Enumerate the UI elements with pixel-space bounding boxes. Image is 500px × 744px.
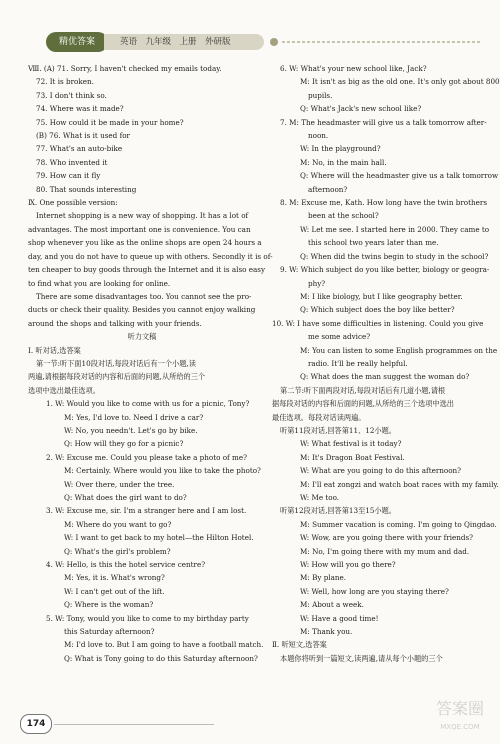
text-line: Ⅱ. 听短文,选答案	[272, 640, 327, 650]
text-line: been at the school?	[308, 211, 379, 221]
text-line: around the shops and talking with your friends.	[28, 318, 202, 328]
text-line: Q: What's Jack's new school like?	[300, 104, 422, 114]
text-line: W: I can't get out of the lift.	[64, 586, 165, 596]
text-line: 6. W: What's your new school like, Jack?	[280, 64, 427, 73]
text-line: M: Summer vacation is coming. I'm going to Qingdao.	[300, 519, 497, 529]
text-line: Q: Which subject does the boy like better?	[300, 305, 455, 315]
watermark-sub: MXQE.COM	[440, 723, 480, 731]
text-line: (B) 76. What is it used for	[36, 131, 130, 141]
text-line: 2. W: Excuse me. Could you please take a photo of me?	[46, 452, 247, 462]
footer-rule	[54, 724, 214, 725]
text-line: W: Let me see. I started here in 2000. They came to	[300, 224, 490, 234]
text-line: 10. W: I have some difficulties in listening. Could you give	[272, 318, 484, 328]
page-number: 174	[20, 714, 52, 734]
text-line: M: Yes, I'd love to. Need I drive a car?	[64, 412, 204, 422]
text-line: Ⅸ. One possible version:	[28, 198, 118, 208]
text-line: W: How will you go there?	[300, 560, 396, 570]
text-line: M: Where do you want to go?	[64, 519, 172, 529]
text-line: 73. I don't think so.	[36, 90, 107, 100]
text-line: M: Certainly. Where would you like to take the photo?	[64, 466, 261, 476]
text-line: M: I like biology, but I like geography better.	[300, 291, 463, 301]
text-line: Q: Where is the woman?	[64, 600, 154, 610]
text-line: to find what you are looking for online.	[28, 278, 171, 288]
text-line: W: No, you needn't. Let's go by bike.	[64, 425, 198, 435]
text-line: W: Me too.	[300, 493, 340, 502]
text-line: 80. That sounds interesting	[36, 184, 137, 194]
text-line: W: What are you going to do this afternoon?	[300, 466, 462, 476]
text-line: Q: What's the girl's problem?	[64, 546, 171, 556]
text-line: 两遍,请根据每段对话的内容和后面的问题,从所给的三个	[28, 372, 206, 382]
text-line: W: What festival is it today?	[300, 439, 402, 449]
text-line: M: I'll eat zongzi and watch boat races with my family.	[300, 479, 499, 489]
text-line: 第一节:听下面10段对话,每段对话后有一个小题,读	[36, 358, 196, 368]
text-line: Q: What does the man suggest the woman do?	[300, 372, 470, 382]
page-header	[0, 28, 500, 60]
text-line: 78. Who invented it	[36, 157, 108, 167]
text-line: 1. W: Would you like to come with us for a picnic, Tony?	[46, 399, 250, 409]
text-line: W: Wow, are you going there with your friends?	[300, 533, 474, 543]
text-line: 最佳选项。每段对话读两遍。	[272, 412, 366, 422]
text-line: 7. M: The headmaster will give us a talk tomorrow after-	[280, 117, 487, 127]
text-line: me some advice?	[308, 332, 371, 342]
text-line: 77. What's an auto-bike	[36, 144, 123, 154]
text-line: 听力文稿	[127, 332, 157, 342]
text-line: Q: What does the girl want to do?	[64, 493, 187, 502]
text-line: M: Yes, it is. What's wrong?	[64, 573, 165, 583]
text-line: M: By plane.	[300, 573, 347, 583]
text-line: 79. How can it fly	[36, 171, 101, 181]
text-line: pupils.	[308, 90, 333, 100]
text-line: 听第11段对话,回答第11、12小题。	[280, 425, 396, 435]
text-line: afternoon?	[308, 184, 348, 194]
text-line: ducts or check their quality. Besides you cannot enjoy walking	[28, 305, 256, 315]
text-line: W: Have a good time!	[300, 613, 379, 623]
text-line: 74. Where was it made?	[36, 104, 124, 114]
text-line: 听第12段对话,回答第13至15小题。	[280, 506, 396, 516]
site-watermark	[420, 700, 500, 740]
text-line: W: In the playground?	[300, 144, 381, 154]
text-line: Internet shopping is a new way of shopping. It has a lot of	[36, 211, 249, 221]
text-line: M: About a week.	[300, 600, 364, 610]
text-line: radio. It'll be really helpful.	[308, 358, 408, 368]
text-line: ten cheaper to buy goods through the Internet and it is also easy	[28, 265, 266, 275]
text-line: Q: When did the twins begin to study in the school?	[300, 251, 489, 261]
text-line: Q: What is Tony going to do this Saturday afternoon?	[64, 653, 258, 663]
text-line: day, and you do not have to queue up with others. Secondly it is of-	[28, 251, 273, 261]
header-dotted-rule	[282, 41, 482, 43]
text-line: There are some disadvantages too. You cannot see the pro-	[36, 291, 252, 301]
text-line: M: It's Dragon Boat Festival.	[300, 452, 405, 462]
header-dot-icon	[270, 38, 278, 46]
right-column	[272, 62, 500, 665]
text-line: 第二节:听下面两段对话,每段对话后有几道小题,请根	[280, 385, 446, 395]
book-badge: 精优答案	[46, 32, 108, 52]
text-line: 75. How could it be made in your home?	[36, 117, 184, 127]
text-line: 据每段对话的内容和后面的问题,从所给的三个选项中选出	[272, 399, 454, 409]
book-series-label: 英语 九年级 上册 外研版	[104, 34, 264, 50]
text-line: W: Well, how long are you staying there?	[300, 586, 449, 596]
text-line: this school two years later than me.	[308, 238, 439, 248]
text-line: this Saturday afternoon?	[64, 627, 155, 637]
text-line: Ⅰ. 听对话,选答案	[28, 345, 81, 355]
left-column	[28, 62, 273, 665]
text-line: phy?	[308, 278, 326, 288]
text-line: 9. W: Which subject do you like better, biology or geogra-	[280, 265, 490, 275]
text-line: W: I want to get back to my hotel—the Hilton Hotel.	[64, 533, 254, 543]
text-line: Q: Where will the headmaster give us a talk tomorrow	[300, 171, 499, 181]
text-line: Q: How will they go for a picnic?	[64, 439, 184, 449]
text-line: M: It isn't as big as the old one. It's only got about 800	[300, 77, 500, 87]
text-line: 4. W: Hello, is this the hotel service centre?	[46, 560, 206, 570]
text-line: W: Over there, under the tree.	[64, 479, 175, 489]
text-line: 72. It is broken.	[36, 77, 94, 87]
text-line: advantages. The most important one is convenience. You can	[28, 224, 251, 234]
text-line: 本题你将听到一篇短文,读两遍,请从每个小题的三个	[280, 653, 443, 663]
text-line: M: Thank you.	[300, 627, 353, 637]
text-line: M: No, in the main hall.	[300, 157, 387, 167]
text-line: 选项中选出最佳选项。	[28, 385, 100, 395]
text-line: 3. W: Excuse me, sir. I'm a stranger here and I am lost.	[46, 506, 247, 516]
text-line: shop whenever you like as the online shops are open 24 hours a	[28, 238, 262, 248]
text-line: 5. W: Tony, would you like to come to my birthday party	[46, 613, 249, 623]
text-line: M: You can listen to some English programmes on the	[300, 345, 498, 355]
text-line: M: No, I'm going there with my mum and dad.	[300, 546, 470, 556]
text-line: M: I'd love to. But I am going to have a football match.	[64, 640, 264, 650]
text-line: 8. M: Excuse me, Kath. How long have the twin brothers	[280, 198, 488, 208]
text-line: noon.	[308, 131, 329, 141]
watermark-main: 答案圈	[435, 699, 484, 718]
text-line: Ⅷ. (A) 71. Sorry, I haven't checked my emails today.	[28, 64, 222, 73]
